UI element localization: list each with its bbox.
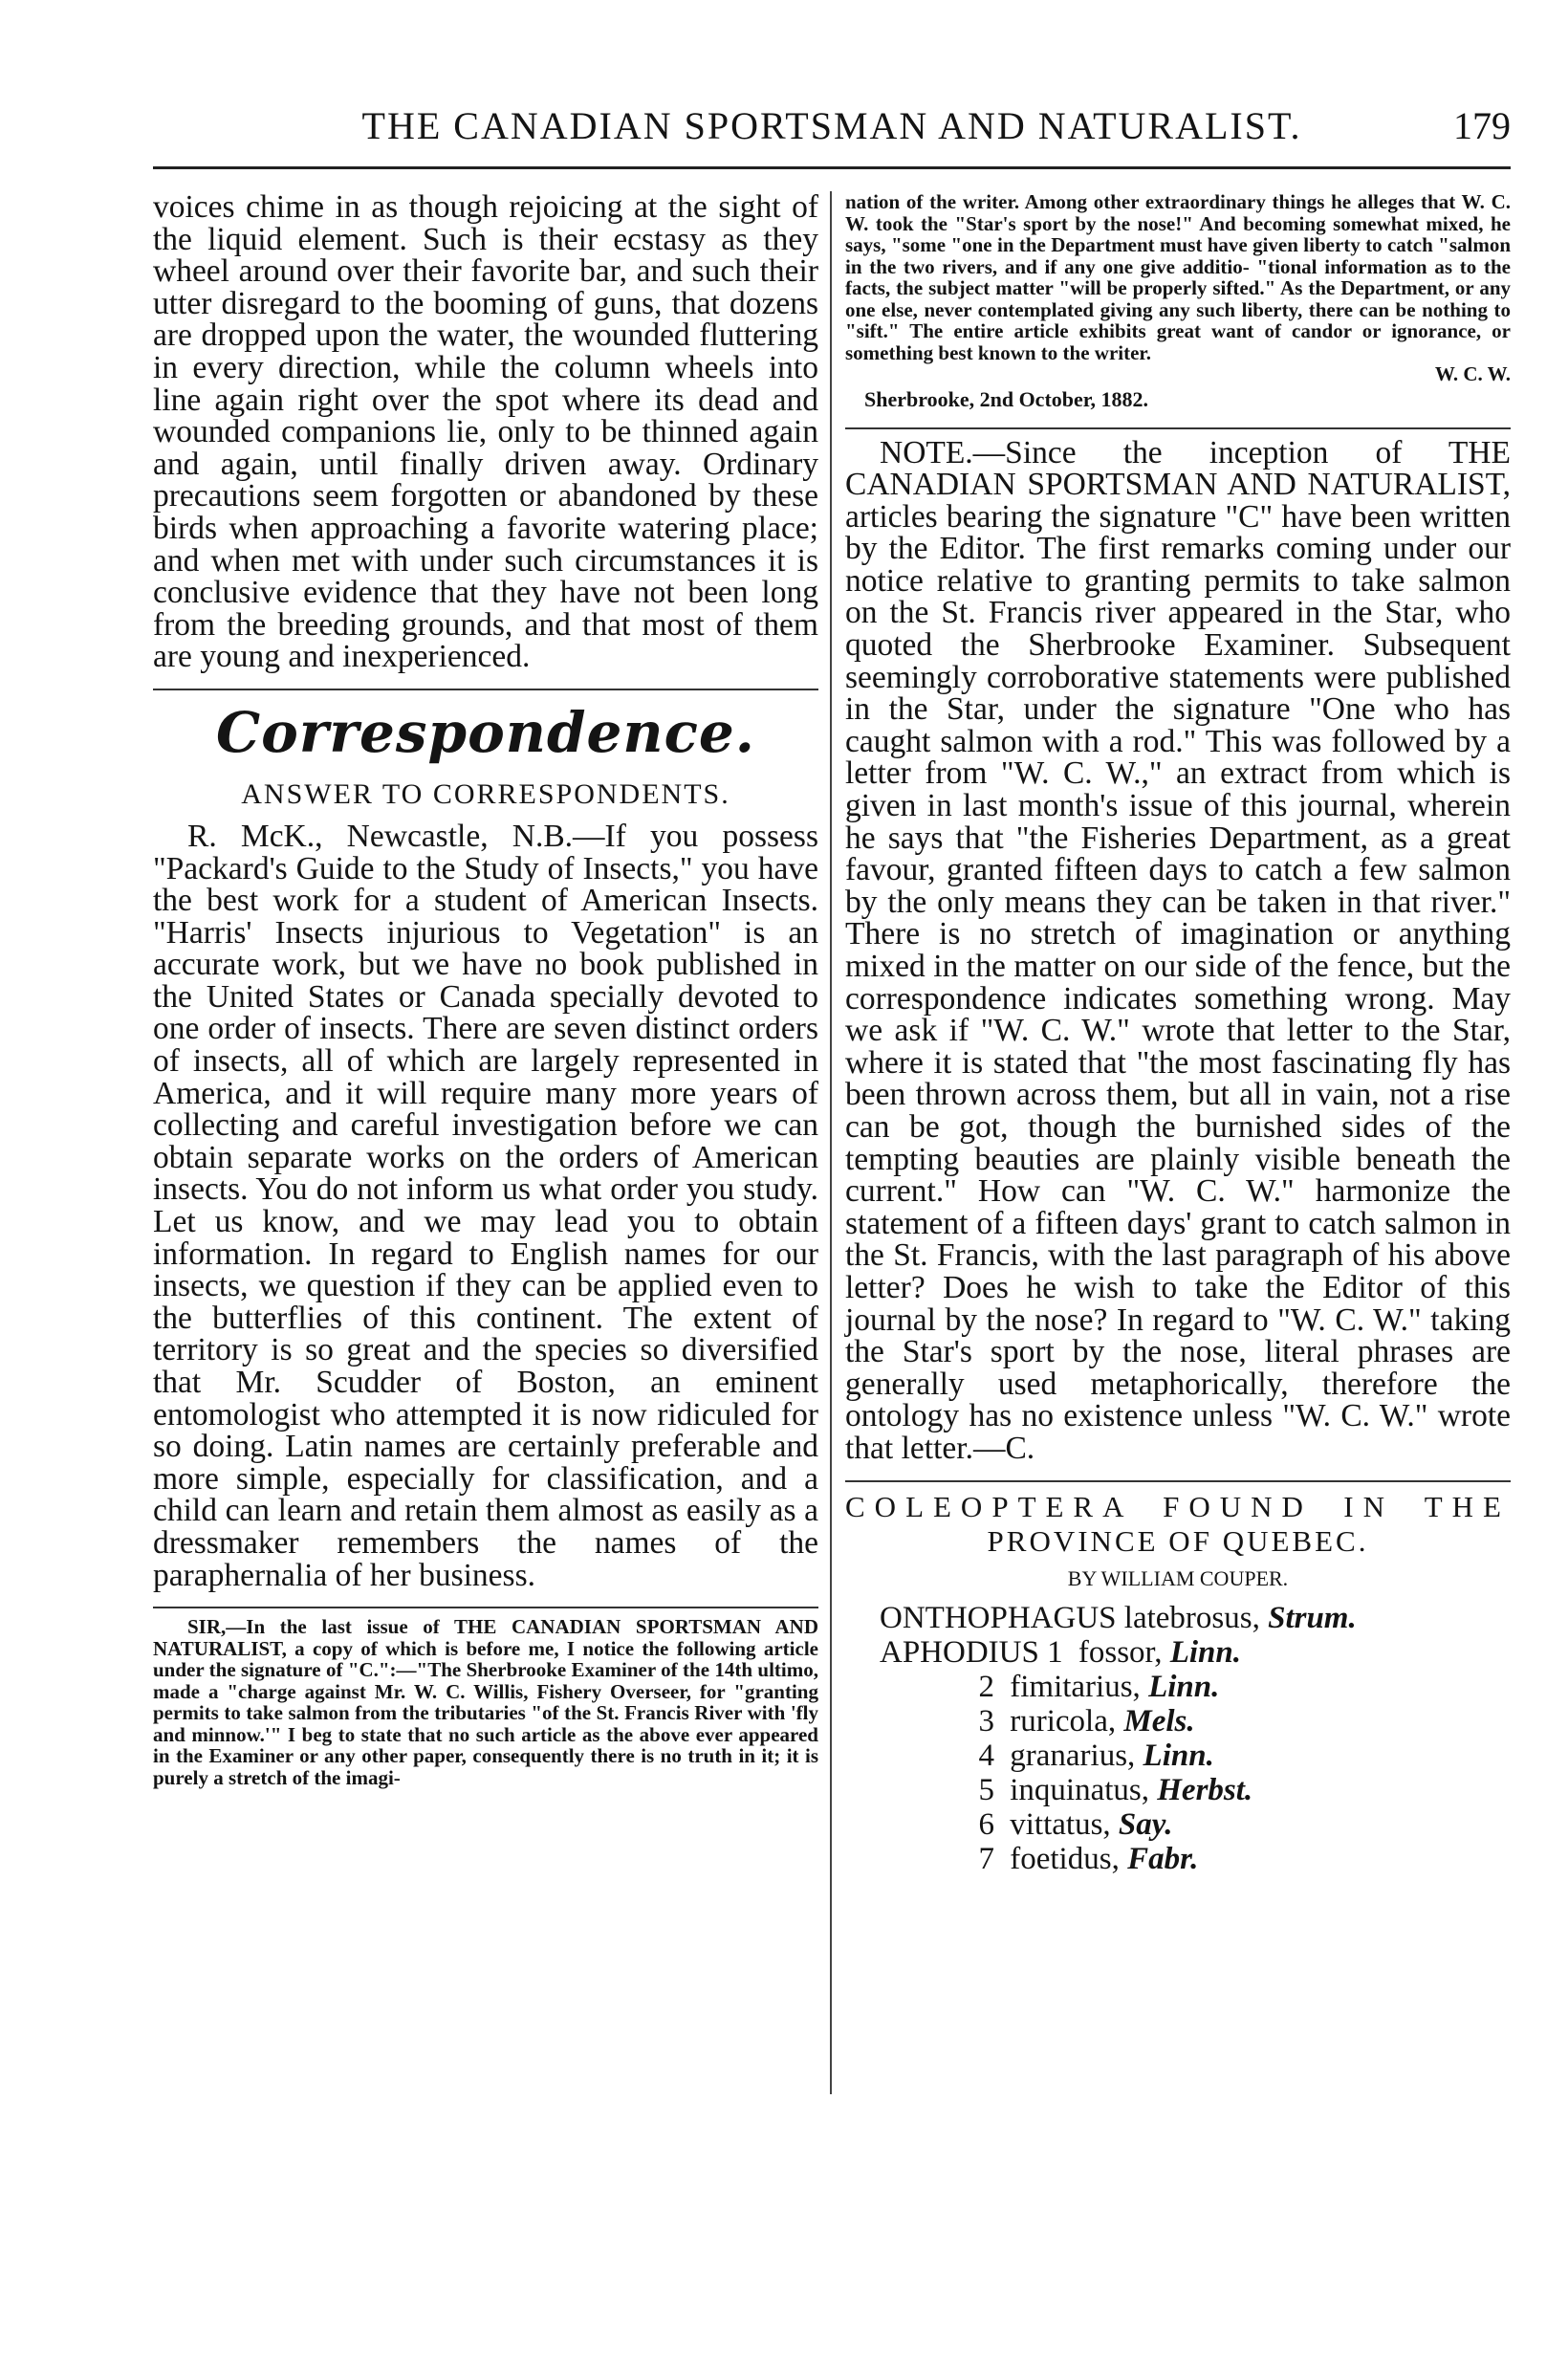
species-name: ruricola, xyxy=(1010,1703,1117,1739)
subheading: ANSWER TO CORRESPONDENTS. xyxy=(241,777,730,810)
species-number: 2 xyxy=(978,1669,994,1704)
species-author: Say. xyxy=(1118,1806,1173,1842)
species-author: Fabr. xyxy=(1127,1841,1199,1876)
article-byline: BY WILLIAM COUPER. xyxy=(1067,1565,1289,1590)
header-rule xyxy=(153,166,1511,169)
answer-paragraph: R. McK., Newcastle, N.B.—If you possess "Packard's Guide to the Study of Insects," you have the best work for a student of American Insects. "Harris' Insects injurious to Vegetation" is an accurate work, but we have no book published in the United States or Canada specially devoted to one order of insects. There are seven distinct orders of insects, all of which are largely represented in America, and it will require many more years of collecting and careful investigation before we can obtain separate works on the orders of American insects. You do not inform us what order you study. Let us know, and we may lead you to obtain information. In regard to English names for our insects, we question if they can be applied even to the butterflies of this continent. The extent of territory is so great and the species so diversified that Mr. Scudder of Boston, an eminent entomologist who attempted it is now ridiculed for so doing. Latin names are certainly preferable and more simple, especially for classification, and a child can learn and retain them almost as easily as a dressmaker remembers the names of the paraphernalia of her business. xyxy=(153,818,818,1593)
section-heading: Correspondence. xyxy=(216,699,755,765)
species-number: 4 xyxy=(978,1738,994,1773)
species-number: 5 xyxy=(978,1772,994,1807)
species-entry xyxy=(845,1601,1511,1635)
letter-date: Sherbrooke, 2nd October, 1882. xyxy=(864,386,1149,411)
species-entry xyxy=(845,1739,1511,1773)
opening-paragraph: voices chime in as though rejoicing at the sight of the liquid element. Such is their ecstasy as they wheel around over their favorite bar, and such their utter disregard to the booming of guns, that dozens are dropped upon the water, the wounded fluttering in every direction, while the column wheels into line again right over the spot where its dead and wounded companions lie, only to be thinned again and again, until finally driven away. Ordinary precautions seem forgotten or abandoned by these birds when approaching a favorite watering place; and when met with under such circumstances it is conclusive evidence that they have not been long from the breeding grounds, and that most of them are young and inexperienced. xyxy=(153,189,818,675)
species-author: Herbst. xyxy=(1157,1772,1253,1807)
section-rule xyxy=(153,689,818,690)
species-entry xyxy=(845,1704,1511,1739)
species-number: 7 xyxy=(978,1841,994,1876)
letter-signature: W. C. W. xyxy=(1434,362,1511,385)
running-header xyxy=(153,103,1511,151)
note-rule xyxy=(845,427,1511,429)
species-entry xyxy=(845,1773,1511,1807)
species-name: fossor, xyxy=(1078,1634,1163,1670)
species-number: 6 xyxy=(978,1806,994,1842)
species-entry xyxy=(845,1807,1511,1842)
article-title-line1: COLEOPTERA FOUND IN THE xyxy=(845,1489,1511,1523)
page-number: 179 xyxy=(1453,104,1511,147)
species-name: foetidus, xyxy=(1010,1841,1120,1876)
letter-continued: nation of the writer. Among other extraordinary things he alleges that W. C. W. took the "Star's sport by the nose!" And becoming somewhat mixed, he says, "some "one in the Department must have given liberty to catch "salmon in the two rivers, and if any one give additio- "tional information as to the facts, the subject matter "will be properly sifted." As the Department, or any one else, never contemplated giving any such liberty, there can be nothing to "sift." The entire article exhibits great want of candor or ignorance, or something best known to the writer. xyxy=(845,190,1511,364)
journal-title: THE CANADIAN SPORTSMAN AND NATURALIST. xyxy=(361,104,1302,147)
article-title-line2: PROVINCE OF QUEBEC. xyxy=(987,1523,1369,1558)
species-name: inquinatus, xyxy=(1010,1772,1149,1807)
species-number: 3 xyxy=(978,1703,994,1739)
species-name: latebrosus, xyxy=(1123,1600,1260,1635)
species-name: vittatus, xyxy=(1010,1806,1111,1842)
species-entry xyxy=(845,1670,1511,1704)
species-author: Linn. xyxy=(1169,1634,1241,1670)
species-entry xyxy=(845,1635,1511,1670)
species-name: fimitarius, xyxy=(1010,1669,1141,1704)
species-list xyxy=(845,1601,1511,1876)
note-paragraph: NOTE.—Since the inception of THE CANADIAN SPORTSMAN AND NATURALIST, articles bearing the signature "C" have been written by the Editor. The first remarks coming under our notice relative to granting permits to take salmon on the St. Francis river appeared in the Star, who quoted the Sherbrooke Examiner. Subsequent seemingly corroborative statements were published in the Star, under the signature "One who has caught salmon with a rod." This was followed by a letter from "W. C. W.," an extract from which is given in last month's issue of this journal, wherein he says that "the Fisheries Department, as a great favour, granted fifteen days to catch a few salmon by the only means they can be taken in that river." There is no stretch of imagination or anything mixed in the matter on our side of the fence, but the correspondence indicates something wrong. May we ask if "W. C. W." wrote that letter to the Star, where it is stated that "the most fascinating fly has been thrown across them, but all in vain, not a rise can be got, though the burnished sides of the tempting beauties are plainly visible beneath the current." How can "W. C. W." harmonize the statement of a fifteen days' grant to catch salmon in the St. Francis, with the last paragraph of his above letter? Does he wish to take the Editor of this journal by the nose? In regard to "W. C. W." taking the Star's sport by the nose, literal phrases are generally used metaphorically, therefore the ontology has no existence unless "W. C. W." wrote that letter.—C. xyxy=(845,434,1511,1466)
species-number: 1 xyxy=(1047,1634,1063,1670)
letter-signature-line xyxy=(845,363,1511,385)
left-column xyxy=(153,191,818,1788)
letter-rule xyxy=(153,1607,818,1608)
species-author: Strum. xyxy=(1268,1600,1357,1635)
species-name: granarius, xyxy=(1010,1738,1136,1773)
species-genus: APHODIUS xyxy=(880,1634,1039,1670)
letter-paragraph: SIR,—In the last issue of THE CANADIAN SPORTSMAN AND NATURALIST, a copy of which is before me, I notice the following article under the signature of "C.":—"The Sherbrooke Examiner of the 14th ultimo, made a "charge against Mr. W. C. Willis, Fishery Overseer, for "granting permits to take salmon from the tributaries "of the St. Francis River with 'fly and minnow.'" I beg to state that no such article as the above ever appeared in the Examiner or any other paper, consequently there is no truth in it; it is purely a stretch of the imagi- xyxy=(153,1615,818,1789)
species-entry xyxy=(845,1842,1511,1876)
species-author: Mels. xyxy=(1123,1703,1195,1739)
right-column xyxy=(845,191,1511,1876)
species-author: Linn. xyxy=(1148,1669,1220,1704)
column-divider xyxy=(830,191,832,2094)
article-rule xyxy=(845,1480,1511,1482)
species-author: Linn. xyxy=(1143,1738,1214,1773)
species-genus: ONTHOPHAGUS xyxy=(880,1600,1117,1635)
